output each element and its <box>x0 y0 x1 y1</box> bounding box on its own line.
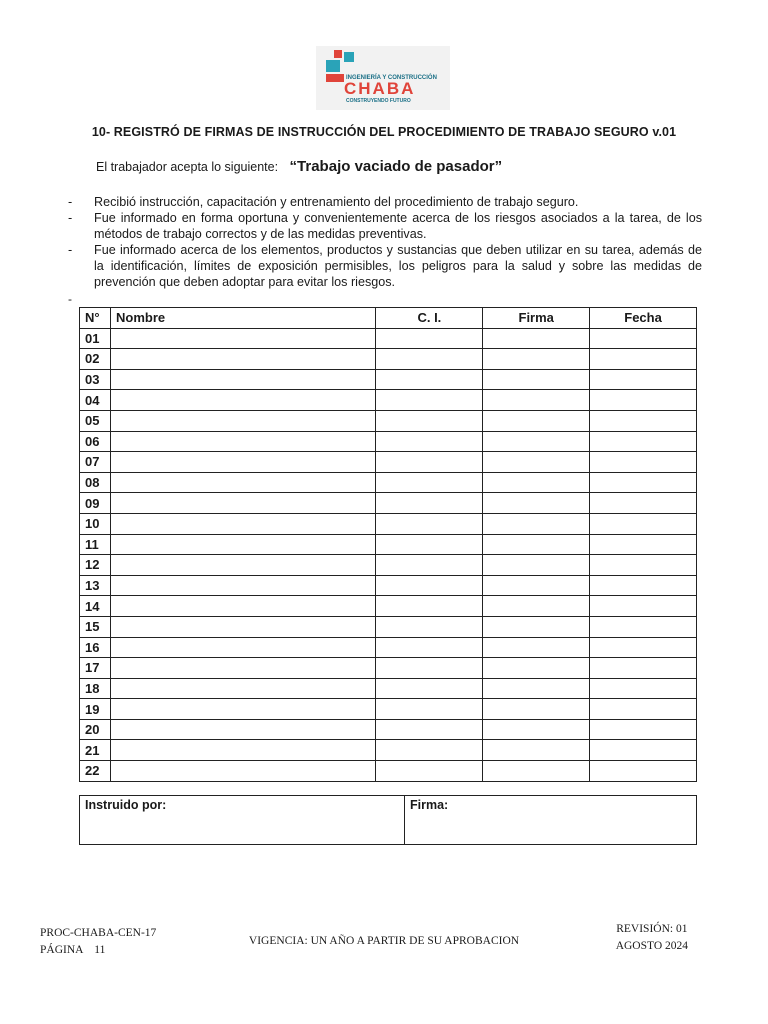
col-header-number: N° <box>80 308 111 329</box>
date-cell[interactable] <box>590 575 697 596</box>
table-row <box>80 658 697 679</box>
col-header-name: Nombre <box>110 308 376 329</box>
row-number: 05 <box>80 410 111 431</box>
table-row <box>80 575 697 596</box>
task-name: “Trabajo vaciado de pasador” <box>289 158 503 175</box>
table-row <box>80 740 697 761</box>
bullet-dash: - <box>68 211 73 225</box>
id-cell[interactable] <box>376 513 483 534</box>
id-cell[interactable] <box>376 761 483 782</box>
table-row <box>80 555 697 576</box>
table-row <box>80 761 697 782</box>
id-cell[interactable] <box>376 596 483 617</box>
name-cell[interactable] <box>110 431 376 452</box>
id-cell[interactable] <box>376 658 483 679</box>
signature-cell[interactable] <box>483 410 590 431</box>
table-row <box>80 472 697 493</box>
footer-right <box>616 921 688 955</box>
signature-cell[interactable] <box>483 452 590 473</box>
name-cell[interactable] <box>110 555 376 576</box>
col-header-id: C. I. <box>376 308 483 329</box>
instructor-signature-field[interactable] <box>405 796 697 845</box>
signature-cell[interactable] <box>483 616 590 637</box>
acceptance-list <box>68 194 702 290</box>
id-cell[interactable] <box>376 678 483 699</box>
signature-cell[interactable] <box>483 575 590 596</box>
row-number: 03 <box>80 369 111 390</box>
id-cell[interactable] <box>376 431 483 452</box>
date-cell[interactable] <box>590 678 697 699</box>
table-row <box>80 452 697 473</box>
table-row <box>80 596 697 617</box>
row-number: 16 <box>80 637 111 658</box>
validity-note: VIGENCIA: UN AÑO A PARTIR DE SU APROBACION <box>248 935 520 947</box>
bullet-text: Fue informado acerca de los elementos, productos y sustancias que deben utilizar en su tarea, además de la identificación, límites de exposición permisibles, los peligros para la salud y sobre las medidas de prevención que deben adoptar para evitar los riesgos. <box>94 243 702 289</box>
id-cell[interactable] <box>376 472 483 493</box>
row-number: 20 <box>80 719 111 740</box>
name-cell[interactable] <box>110 349 376 370</box>
row-number: 08 <box>80 472 111 493</box>
name-cell[interactable] <box>110 658 376 679</box>
signature-cell[interactable] <box>483 699 590 720</box>
row-number: 09 <box>80 493 111 514</box>
date-cell[interactable] <box>590 472 697 493</box>
name-cell[interactable] <box>110 678 376 699</box>
name-cell[interactable] <box>110 493 376 514</box>
table-header-row <box>80 308 697 329</box>
name-cell[interactable] <box>110 719 376 740</box>
date-cell[interactable] <box>590 616 697 637</box>
signature-cell[interactable] <box>483 513 590 534</box>
name-cell[interactable] <box>110 575 376 596</box>
company-logo <box>316 46 450 110</box>
bullet-text: Recibió instrucción, capacitación y entrenamiento del procedimiento de trabajo seguro. <box>94 195 579 209</box>
name-cell[interactable] <box>110 410 376 431</box>
row-number: 06 <box>80 431 111 452</box>
signature-cell[interactable] <box>483 534 590 555</box>
id-cell[interactable] <box>376 390 483 411</box>
acceptance-line <box>96 158 502 175</box>
row-number: 19 <box>80 699 111 720</box>
revision: REVISIÓN: 01 <box>616 923 688 935</box>
date-cell[interactable] <box>590 452 697 473</box>
name-cell[interactable] <box>110 740 376 761</box>
id-cell[interactable] <box>376 555 483 576</box>
name-cell[interactable] <box>110 699 376 720</box>
name-cell[interactable] <box>110 328 376 349</box>
signature-cell[interactable] <box>483 637 590 658</box>
name-cell[interactable] <box>110 513 376 534</box>
signature-cell[interactable] <box>483 596 590 617</box>
signature-cell[interactable] <box>483 761 590 782</box>
id-cell[interactable] <box>376 616 483 637</box>
date-cell[interactable] <box>590 740 697 761</box>
signature-cell[interactable] <box>483 390 590 411</box>
name-cell[interactable] <box>110 472 376 493</box>
name-cell[interactable] <box>110 616 376 637</box>
id-cell[interactable] <box>376 719 483 740</box>
date-cell[interactable] <box>590 328 697 349</box>
row-number: 14 <box>80 596 111 617</box>
empty-bullet-dash: - <box>68 292 72 306</box>
row-number: 21 <box>80 740 111 761</box>
acceptance-label: El trabajador acepta lo siguiente: <box>96 160 279 174</box>
date-cell[interactable] <box>590 493 697 514</box>
table-row <box>80 369 697 390</box>
row-number: 18 <box>80 678 111 699</box>
id-cell[interactable] <box>376 410 483 431</box>
table-row <box>80 678 697 699</box>
signature-cell[interactable] <box>483 740 590 761</box>
instructed-by-field[interactable] <box>80 796 405 845</box>
row-number: 02 <box>80 349 111 370</box>
id-cell[interactable] <box>376 699 483 720</box>
id-cell[interactable] <box>376 493 483 514</box>
signature-cell[interactable] <box>483 328 590 349</box>
logo-tagline: CONSTRUYENDO FUTURO <box>346 98 411 104</box>
id-cell[interactable] <box>376 637 483 658</box>
table-row <box>80 616 697 637</box>
id-cell[interactable] <box>376 369 483 390</box>
name-cell[interactable] <box>110 452 376 473</box>
table-row <box>80 493 697 514</box>
col-header-date: Fecha <box>590 308 697 329</box>
list-item <box>68 242 702 290</box>
row-number: 15 <box>80 616 111 637</box>
table-row <box>80 431 697 452</box>
name-cell[interactable] <box>110 534 376 555</box>
list-item <box>68 194 702 210</box>
table-row <box>80 534 697 555</box>
date-cell[interactable] <box>590 596 697 617</box>
signature-cell[interactable] <box>483 555 590 576</box>
instructed-by-label: Instruido por: <box>85 798 167 812</box>
bullet-text: Fue informado en forma oportuna y convenientemente acerca de los riesgos asociados a la tarea, de los métodos de trabajo correctos y de las medidas preventivas. <box>94 211 702 241</box>
date-cell[interactable] <box>590 658 697 679</box>
list-item <box>68 210 702 242</box>
date-cell[interactable] <box>590 369 697 390</box>
date-cell[interactable] <box>590 637 697 658</box>
page-number: PÁGINA 11 <box>40 944 106 956</box>
name-cell[interactable] <box>110 369 376 390</box>
revision-date: AGOSTO 2024 <box>615 940 688 952</box>
id-cell[interactable] <box>376 740 483 761</box>
table-row <box>80 699 697 720</box>
table-row <box>80 410 697 431</box>
id-cell[interactable] <box>376 575 483 596</box>
id-cell[interactable] <box>376 349 483 370</box>
row-number: 17 <box>80 658 111 679</box>
name-cell[interactable] <box>110 761 376 782</box>
row-number: 12 <box>80 555 111 576</box>
id-cell[interactable] <box>376 328 483 349</box>
document-code: PROC-CHABA-CEN-17 <box>40 927 157 939</box>
table-body <box>80 328 697 781</box>
row-number: 22 <box>80 761 111 782</box>
id-cell[interactable] <box>376 534 483 555</box>
date-cell[interactable] <box>590 349 697 370</box>
table-row <box>80 719 697 740</box>
row-number: 01 <box>80 328 111 349</box>
date-cell[interactable] <box>590 431 697 452</box>
date-cell[interactable] <box>590 410 697 431</box>
table-row <box>80 390 697 411</box>
date-cell[interactable] <box>590 555 697 576</box>
row-number: 10 <box>80 513 111 534</box>
id-cell[interactable] <box>376 452 483 473</box>
signature-cell[interactable] <box>483 658 590 679</box>
signature-label: Firma: <box>410 798 449 812</box>
instructor-signature-box <box>79 795 697 845</box>
col-header-signature: Firma <box>483 308 590 329</box>
signature-cell[interactable] <box>483 349 590 370</box>
row-number: 07 <box>80 452 111 473</box>
date-cell[interactable] <box>590 513 697 534</box>
row-number: 11 <box>80 534 111 555</box>
row-number: 13 <box>80 575 111 596</box>
logo-brand: CHABA <box>344 79 416 98</box>
signature-cell[interactable] <box>483 493 590 514</box>
date-cell[interactable] <box>590 719 697 740</box>
signature-cell[interactable] <box>483 719 590 740</box>
bullet-dash: - <box>68 195 73 209</box>
date-cell[interactable] <box>590 390 697 411</box>
signature-register-table <box>79 307 697 782</box>
name-cell[interactable] <box>110 637 376 658</box>
signature-cell[interactable] <box>483 369 590 390</box>
table-row <box>80 637 697 658</box>
signature-cell[interactable] <box>483 431 590 452</box>
logo-line1: INGENIERÍA Y CONSTRUCCIÓN <box>346 75 437 81</box>
document-title: 10- REGISTRÓ DE FIRMAS DE INSTRUCCIÓN DEL PROCEDIMIENTO DE TRABAJO SEGURO v.01 <box>91 125 677 139</box>
date-cell[interactable] <box>590 534 697 555</box>
date-cell[interactable] <box>590 761 697 782</box>
signature-cell[interactable] <box>483 678 590 699</box>
bullet-dash: - <box>68 243 73 257</box>
table-row <box>80 513 697 534</box>
name-cell[interactable] <box>110 596 376 617</box>
table-row <box>80 349 697 370</box>
signature-cell[interactable] <box>483 472 590 493</box>
name-cell[interactable] <box>110 390 376 411</box>
row-number: 04 <box>80 390 111 411</box>
table-row <box>80 328 697 349</box>
date-cell[interactable] <box>590 699 697 720</box>
